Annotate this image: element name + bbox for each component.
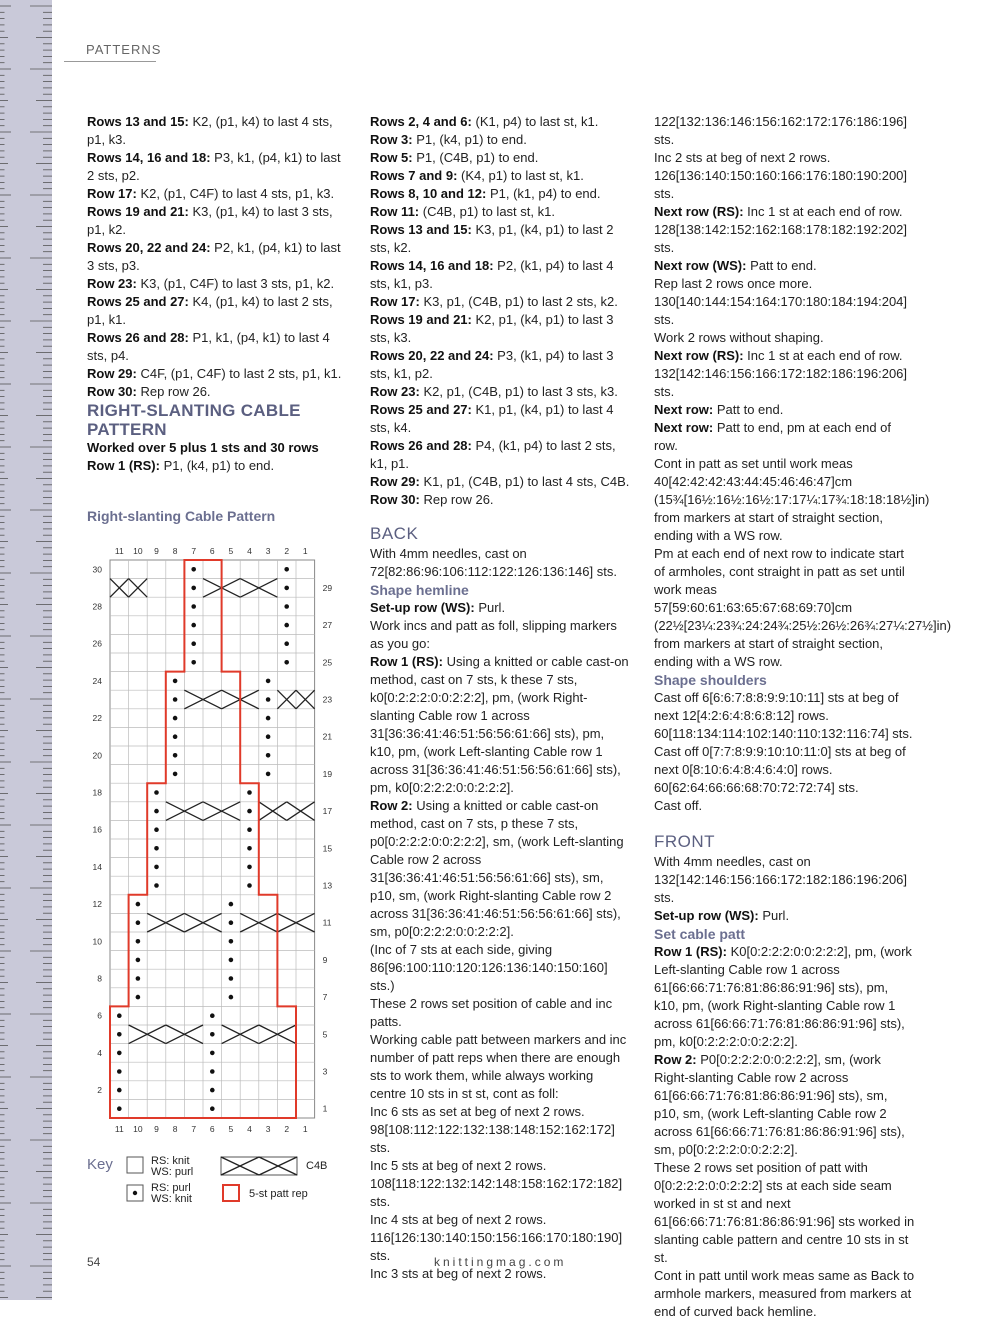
- purl-dot: [229, 958, 234, 963]
- row-label-left: 12: [92, 899, 102, 910]
- pattern-row: Rows 25 and 27: K1, p1, (k4, p1) to last 4 sts, k4.: [370, 402, 614, 435]
- purl-dot: [229, 995, 234, 1000]
- pattern-row: Row 23: K2, p1, (C4B, p1) to last 3 sts, k3.: [370, 384, 618, 399]
- column-label: 5: [228, 546, 234, 556]
- pattern-row: Row 17: K3, p1, (C4B, p1) to last 2 sts, k2.: [370, 294, 618, 309]
- column-3: [654, 113, 952, 1321]
- purl-dot: [136, 939, 141, 944]
- front-title: FRONT: [654, 832, 716, 851]
- row-label-left: 18: [92, 787, 102, 798]
- purl-dot: [284, 567, 289, 572]
- purl-dot: [136, 995, 141, 1000]
- purl-dot: [247, 865, 252, 870]
- column-label: 11: [114, 546, 124, 556]
- ruler-strip: [0, 0, 52, 1300]
- column-2: [370, 113, 632, 1283]
- purl-dot: [191, 660, 196, 665]
- purl-dot: [266, 716, 271, 721]
- purl-dot: [210, 1106, 215, 1111]
- next-row-pm: Next row: Patt to end, pm at each end of row.: [654, 420, 892, 453]
- rep-last: Rep last 2 rows once more. 130[140:144:154:164:170:180:184:194:204] sts.: [654, 276, 908, 327]
- row-label-right: 27: [322, 620, 333, 631]
- column-label: 11: [114, 1124, 124, 1134]
- purl-dot: [247, 809, 252, 814]
- header-rule: [64, 61, 156, 62]
- pattern-row: Rows 13 and 15: K3, p1, (k4, p1) to last 2 sts, k2.: [370, 222, 614, 255]
- column-label: 7: [191, 1124, 197, 1134]
- working-note: Working cable patt between markers and inc number of patt reps when there are enough sts to work them, while always working centre 10 sts in st st, cont as foll:: [370, 1032, 627, 1101]
- pattern-row: Rows 8, 10 and 12: P1, (k1, p4) to end.: [370, 186, 601, 201]
- cont-patt: Cont in patt as set until work meas 40[42:42:42:43:44:45:46:46:47]cm (15¾[16½:16½:16½:17:17¼:17¾:18:18:18½]in) from markers at start of straight section, ending with a WS row.: [654, 456, 930, 543]
- purl-dot: [229, 976, 234, 981]
- purl-dot: [266, 753, 271, 758]
- purl-dot: [173, 734, 178, 739]
- shoulders-title: Shape shoulders: [654, 672, 767, 688]
- purl-dot: [136, 902, 141, 907]
- next-row: Next row: Patt to end.: [654, 402, 784, 417]
- row-label-left: 30: [92, 564, 102, 575]
- purl-dot: [284, 641, 289, 646]
- column-label: 1: [302, 546, 308, 556]
- chart-key: [87, 1152, 347, 1212]
- purl-dot: [266, 697, 271, 702]
- work-2-rows: Work 2 rows without shaping.: [654, 330, 824, 345]
- purl-dot: [247, 883, 252, 888]
- front-row-1: Row 1 (RS): K0[0:2:2:2:0:0:2:2:2], pm, (work Left-slanting Cable row 1 across 61[66:66:71:76:81:86:86:91:96] sts), pm, k10, pm, (work Right-slanting Cable row 1 across 61[66:66:71:76:81:86:86:91:96] sts), pm, k0[0:2:2:2:0:0:2:2:2].: [654, 944, 912, 1049]
- row-label-left: 10: [92, 936, 102, 947]
- purl-dot: [117, 1013, 122, 1018]
- rs-row-1: Row 1 (RS): P1, (k4, p1) to end.: [87, 458, 275, 473]
- row-label-right: 5: [322, 1029, 328, 1040]
- purl-dot: [136, 976, 141, 981]
- purl-dot: [284, 623, 289, 628]
- row-label-left: 4: [97, 1047, 102, 1058]
- purl-dot: [284, 660, 289, 665]
- pattern-row: Rows 26 and 28: P4, (k1, p4) to last 2 sts, k1, p1.: [370, 438, 616, 471]
- pattern-row: Row 5: P1, (C4B, p1) to end.: [370, 150, 539, 165]
- column-label: 3: [265, 546, 271, 556]
- row-label-right: 23: [322, 694, 333, 705]
- row-label-left: 22: [92, 713, 102, 724]
- purl-dot: [173, 697, 178, 702]
- cont-sts: 122[132:136:146:156:162:172:176:186:196] sts.: [654, 114, 908, 147]
- purl-dot: [284, 586, 289, 591]
- row-label-left: 6: [97, 1010, 102, 1021]
- purl-dot: [210, 1088, 215, 1093]
- key-rep-text: 5-st patt rep: [249, 1188, 308, 1200]
- purl-dot: [154, 809, 159, 814]
- row-label-right: 29: [322, 582, 333, 593]
- pattern-row: Row 30: Rep row 26.: [370, 492, 494, 507]
- inc-3: Inc 3 sts at beg of next 2 rows.: [370, 1266, 547, 1281]
- column-label: 7: [191, 546, 197, 556]
- purl-dot: [173, 753, 178, 758]
- pattern-row: Row 23: K3, (p1, C4F) to last 3 sts, p1, k2.: [87, 276, 335, 291]
- purl-dot: [154, 865, 159, 870]
- inc-5: Inc 5 sts at beg of next 2 rows. 108[118:122:132:142:148:158:162:172:182] sts.: [370, 1158, 623, 1209]
- next-row-rs-2: Next row (RS): Inc 1 st at each end of row. 132[142:146:156:166:172:182:186:196:206] sts.: [654, 348, 908, 399]
- purl-dot: [173, 772, 178, 777]
- column-label: 6: [209, 546, 215, 556]
- purl-dot: [117, 1106, 122, 1111]
- next-row-rs: Next row (RS): Inc 1 st at each end of row. 128[138:142:152:162:168:178:182:192:202] sts.: [654, 204, 908, 255]
- section-header: PATTERNS: [86, 42, 162, 57]
- purl-dot: [210, 1051, 215, 1056]
- rep-symbol: [223, 1185, 239, 1201]
- purl-dot: [210, 1013, 215, 1018]
- purl-dot: [191, 586, 196, 591]
- purl-dot: [191, 567, 196, 572]
- back-row-1: Row 1 (RS): Using a knitted or cable cast-on method, cast on 7 sts, k these 7 sts, k0[0:2:2:2:0:0:2:2:2], pm, (work Right-slanting Cable row 1 across 31[36:36:41:46:51:56:56:61:66] sts), pm, k10, pm, (work Left-slanting Cable row 1 across 31[36:36:41:46:51:56:56:61:66] sts), pm, k0[0:2:2:2:0:0:2:2:2].: [370, 654, 629, 795]
- inc-4: Inc 4 sts at beg of next 2 rows. 116[126:130:140:150:156:166:170:180:190] sts.: [370, 1212, 623, 1263]
- purl-dot: [191, 623, 196, 628]
- purl-dot: [266, 679, 271, 684]
- front-row-2: Row 2: P0[0:2:2:2:0:0:2:2:2], sm, (work Right-slanting Cable row 2 across 61[66:66:71:76:81:86:86:91:96] sts), sm, p10, sm, (work Left-slanting Cable row 2 across 61[66:66:71:76:81:86:86:91:96] sts), sm, p0[0:2:2:2:0:0:2:2:2].: [654, 1052, 905, 1157]
- row-label-left: 20: [92, 750, 102, 761]
- back-row-2: Row 2: Using a knitted or cable cast-on method, cast on 7 sts, p these 7 sts, p0[0:2:2:2:0:0:2:2:2], sm, (work Left-slanting Cable row 2 across 31[36:36:41:46:51:56:56:61:66] sts), sm, p10, sm, (work Right-slanting Cable row 2 across 31[36:36:41:46:51:56:56:61:66] sts), sm, p0[0:2:2:2:0:0:2:2:2].: [370, 798, 624, 939]
- row-label-left: 16: [92, 824, 102, 835]
- pattern-row: Rows 14, 16 and 18: P2, (k1, p4) to last 4 sts, k1, p3.: [370, 258, 614, 291]
- purl-dot: [229, 902, 234, 907]
- key-label: Key: [87, 1156, 113, 1173]
- purl-dot: [247, 846, 252, 851]
- column-label: 1: [302, 1124, 308, 1134]
- pattern-rows-list-2: [370, 113, 632, 509]
- purl-dot: [266, 772, 271, 777]
- front-intro: With 4mm needles, cast on 132[142:146:156:166:172:182:186:196:206] sts.: [654, 854, 908, 905]
- row-label-right: 1: [322, 1103, 328, 1114]
- front-cont-back: Cont in patt until work meas same as Back to armhole markers, measured from markers at end of curved back hemline.: [654, 1268, 915, 1319]
- purl-dot: [117, 1069, 122, 1074]
- purl-dot: [154, 790, 159, 795]
- pattern-row: Rows 2, 4 and 6: (K1, p4) to last st, k1.: [370, 114, 599, 129]
- purl-dot: [154, 846, 159, 851]
- pattern-row: Rows 26 and 28: P1, k1, (p4, k1) to last 4 sts, p4.: [87, 330, 330, 363]
- back-intro: With 4mm needles, cast on 72[82:86:96:106:112:122:126:136:146] sts.: [370, 546, 617, 579]
- row-label-right: 25: [322, 657, 333, 668]
- rs-cable-title: RIGHT-SLANTING CABLE PATTERN: [87, 401, 301, 439]
- inc-6: Inc 6 sts as set at beg of next 2 rows. 98[108:112:122:132:138:148:152:162:172] sts.: [370, 1104, 615, 1155]
- incs-intro: Work incs and patt as foll, slipping markers as you go:: [370, 618, 617, 651]
- purl-dot: [173, 679, 178, 684]
- row-label-left: 28: [92, 601, 102, 612]
- column-label: 2: [284, 546, 290, 556]
- row-label-right: 3: [322, 1066, 328, 1077]
- purl-dot-icon: [133, 1191, 137, 1195]
- key-c4b-text: C4B: [306, 1160, 328, 1172]
- row-label-right: 9: [322, 954, 328, 965]
- row-label-left: 24: [92, 675, 102, 686]
- pattern-row: Row 29: K1, p1, (C4B, p1) to last 4 sts, C4B.: [370, 474, 630, 489]
- row-label-right: 11: [322, 917, 332, 928]
- column-label: 8: [172, 1124, 178, 1134]
- row-label-right: 21: [322, 731, 333, 742]
- row-label-right: 19: [322, 768, 333, 779]
- pattern-row: Rows 14, 16 and 18: P3, k1, (p4, k1) to last 2 sts, p2.: [87, 150, 341, 183]
- purl-dot: [117, 1032, 122, 1037]
- pattern-row: Rows 19 and 21: K3, (p1, k4) to last 3 sts, p1, k2.: [87, 204, 333, 237]
- next-row-ws: Next row (WS): Patt to end.: [654, 258, 817, 273]
- knit-symbol: [127, 1157, 143, 1173]
- pattern-row: Rows 25 and 27: K4, (p1, k4) to last 2 sts, p1, k1.: [87, 294, 333, 327]
- purl-dot: [229, 939, 234, 944]
- pattern-row: Rows 19 and 21: K2, p1, (k4, p1) to last 3 sts, k3.: [370, 312, 614, 345]
- row-label-right: 7: [322, 992, 328, 1003]
- purl-dot: [173, 716, 178, 721]
- page-number: 54: [87, 1255, 101, 1269]
- column-label: 3: [265, 1124, 271, 1134]
- cast-off-1: Cast off 6[6:6:7:8:8:9:9:10:11] sts at beg of next 12[4:2:6:4:8:6:8:12] rows. 60[118:134:114:102:140:110:132:116:74] sts.: [654, 690, 913, 741]
- back-setup-row: Set-up row (WS): Purl.: [370, 600, 506, 615]
- column-label: 10: [133, 1124, 143, 1134]
- pattern-row: Row 29: C4F, (p1, C4F) to last 2 sts, p1, k1.: [87, 366, 342, 381]
- row-label-left: 26: [92, 638, 102, 649]
- cable-chart: [80, 538, 350, 1138]
- column-label: 8: [172, 546, 178, 556]
- purl-dot: [136, 958, 141, 963]
- column-label: 4: [247, 546, 252, 556]
- row-label-right: 13: [322, 880, 333, 891]
- purl-dot: [247, 827, 252, 832]
- cast-off-3: Cast off.: [654, 798, 703, 813]
- pattern-row: Row 17: K2, (p1, C4F) to last 4 sts, p1, k3.: [87, 186, 335, 201]
- cable-patt-title: Set cable patt: [654, 926, 746, 942]
- these-rows-note: These 2 rows set position of cable and inc patts.: [370, 996, 613, 1029]
- front-setup-row: Set-up row (WS): Purl.: [654, 908, 790, 923]
- purl-dot: [229, 920, 234, 925]
- purl-dot: [191, 604, 196, 609]
- purl-dot: [210, 1069, 215, 1074]
- row-label-right: 15: [322, 843, 333, 854]
- purl-dot: [191, 641, 196, 646]
- purl-dot: [154, 883, 159, 888]
- chart-title: Right-slanting Cable Pattern: [87, 508, 276, 524]
- row-label-left: 14: [92, 861, 102, 872]
- purl-dot: [136, 920, 141, 925]
- purl-dot: [154, 827, 159, 832]
- rs-worked-over: Worked over 5 plus 1 sts and 30 rows: [87, 440, 319, 455]
- front-these-rows: These 2 rows set position of patt with 0[0:2:2:2:0:0:2:2:2] sts at each side seam worked in st st and next 61[66:66:71:76:81:86:86:91:96] sts worked in slanting cable pattern and centre 10 sts in st st.: [654, 1160, 915, 1265]
- purl-dot: [284, 604, 289, 609]
- key-purl-text: RS: purl WS: knit: [151, 1182, 192, 1205]
- column-label: 5: [228, 1124, 234, 1134]
- c4b-symbol: [221, 1157, 297, 1175]
- pattern-rows-list: [87, 113, 347, 401]
- purl-dot: [266, 734, 271, 739]
- inc-2: Inc 2 sts at beg of next 2 rows. 126[136:140:150:160:166:176:180:190:200] sts.: [654, 150, 908, 201]
- pattern-row: Rows 7 and 9: (K4, p1) to last st, k1.: [370, 168, 584, 183]
- pattern-row: Row 3: P1, (k4, p1) to end.: [370, 132, 527, 147]
- purl-dot: [117, 1051, 122, 1056]
- site-url: knittingmag.com: [434, 1255, 567, 1269]
- column-label: 9: [154, 546, 159, 556]
- purl-dot: [117, 1088, 122, 1093]
- pattern-row: Rows 20, 22 and 24: P2, k1, (p4, k1) to last 3 sts, p3.: [87, 240, 341, 273]
- inc-note: (Inc of 7 sts at each side, giving 86[96:100:110:120:126:136:140:150:160] sts.): [370, 942, 608, 993]
- column-label: 9: [154, 1124, 159, 1134]
- column-label: 2: [284, 1124, 290, 1134]
- pattern-row: Row 30: Rep row 26.: [87, 384, 211, 399]
- pattern-row: Rows 20, 22 and 24: P3, (k1, p4) to last 3 sts, k1, p2.: [370, 348, 614, 381]
- row-label-right: 17: [322, 806, 333, 817]
- cast-off-2: Cast off 0[7:7:8:9:9:10:10:11:0] sts at beg of next 0[8:10:6:4:8:4:6:4:0] rows. 60[62:64:66:66:68:70:72:72:74] sts.: [654, 744, 906, 795]
- pattern-row: Row 11: (C4B, p1) to last st, k1.: [370, 204, 555, 219]
- column-label: 6: [209, 1124, 215, 1134]
- key-knit-text: RS: knit WS: purl: [151, 1155, 194, 1178]
- purl-dot: [210, 1032, 215, 1037]
- row-label-left: 2: [97, 1085, 102, 1096]
- pm-armholes: Pm at each end of next row to indicate start of armholes, cont straight in patt as set until work meas 57[59:60:61:63:65:67:68:69:70]cm (22½[23¼:23¾:24:24¾:25½:26½:26¾:27¼:27½]in) from markers at start of straight section, ending with a WS row.: [654, 546, 952, 669]
- column-label: 10: [133, 546, 143, 556]
- row-label-left: 8: [97, 973, 102, 984]
- purl-dot: [247, 790, 252, 795]
- column-1: [87, 113, 347, 475]
- hemline-title: Shape hemline: [370, 582, 469, 598]
- ruler-ticks: [0, 0, 52, 1300]
- pattern-row: Rows 13 and 15: K2, (p1, k4) to last 4 sts, p1, k3.: [87, 114, 333, 147]
- back-title: BACK: [370, 524, 419, 543]
- column-label: 4: [247, 1124, 252, 1134]
